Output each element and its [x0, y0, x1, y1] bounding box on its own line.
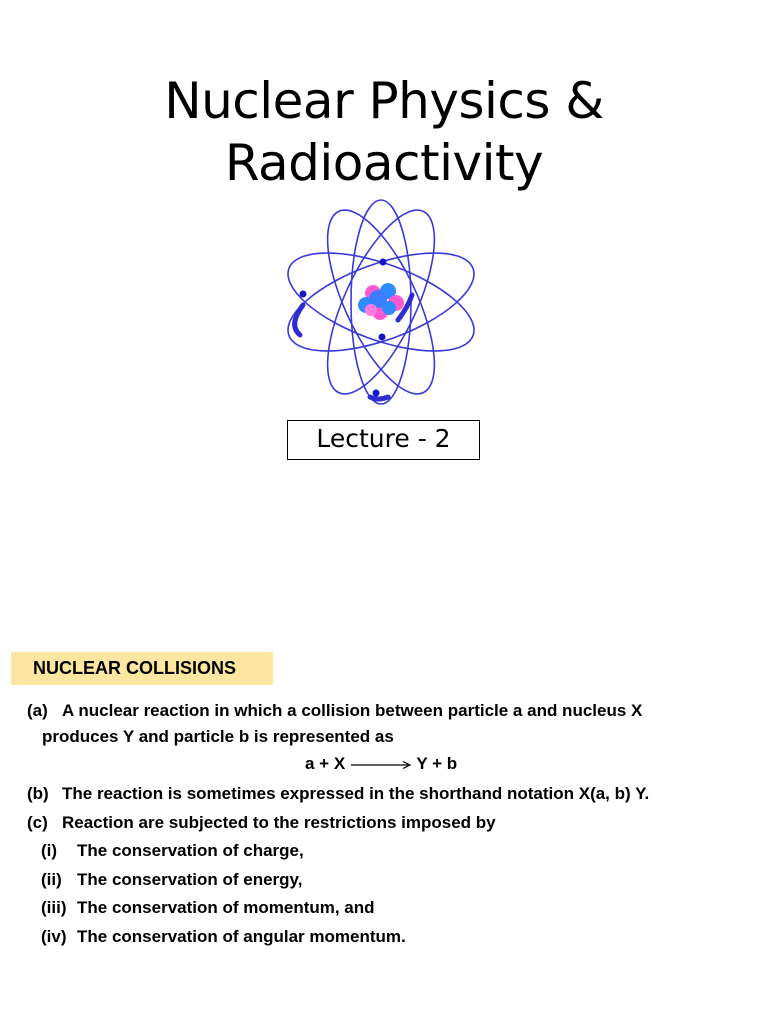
- list-item-text: The conservation of energy,: [77, 870, 303, 889]
- atom-icon: [270, 195, 492, 410]
- list-item-label: (i): [41, 841, 58, 860]
- equation-right: Y + b: [416, 754, 458, 773]
- item-c: [27, 812, 496, 834]
- item-a-line-2: produces Y and particle b is represented as: [42, 727, 394, 746]
- list-item-label: (iv): [41, 927, 67, 946]
- list-item-label: (ii): [41, 870, 62, 889]
- list-item-text: The conservation of charge,: [77, 841, 304, 860]
- title-line-1: Nuclear Physics &: [164, 72, 604, 130]
- slide-title: [0, 70, 768, 194]
- list-item-text: The conservation of angular momentum.: [77, 927, 406, 946]
- item-c-text: Reaction are subjected to the restrictions imposed by: [62, 813, 496, 832]
- item-c-label: (c): [27, 813, 48, 832]
- right-arrow-icon: [350, 760, 412, 770]
- list-item-iii: [41, 897, 375, 919]
- title-line-2: Radioactivity: [224, 134, 544, 192]
- list-item-text: The conservation of momentum, and: [77, 898, 375, 917]
- item-b-text: The reaction is sometimes expressed in the shorthand notation X(a, b) Y.: [62, 784, 650, 803]
- reaction-equation: [305, 753, 457, 775]
- list-item-ii: [41, 869, 302, 891]
- list-item-i: [41, 840, 304, 862]
- section-heading: NUCLEAR COLLISIONS: [11, 652, 273, 685]
- equation-left: a + X: [305, 754, 346, 773]
- item-a-line-1: [27, 700, 642, 722]
- list-item-iv: [41, 926, 406, 948]
- item-a-text: A nuclear reaction in which a collision between particle a and nucleus X: [62, 701, 643, 720]
- item-b: [27, 783, 649, 805]
- item-a-label: (a): [27, 701, 48, 720]
- nucleus: [358, 283, 404, 320]
- lecture-label: Lecture - 2: [287, 420, 480, 460]
- list-item-label: (iii): [41, 898, 67, 917]
- item-b-label: (b): [27, 784, 49, 803]
